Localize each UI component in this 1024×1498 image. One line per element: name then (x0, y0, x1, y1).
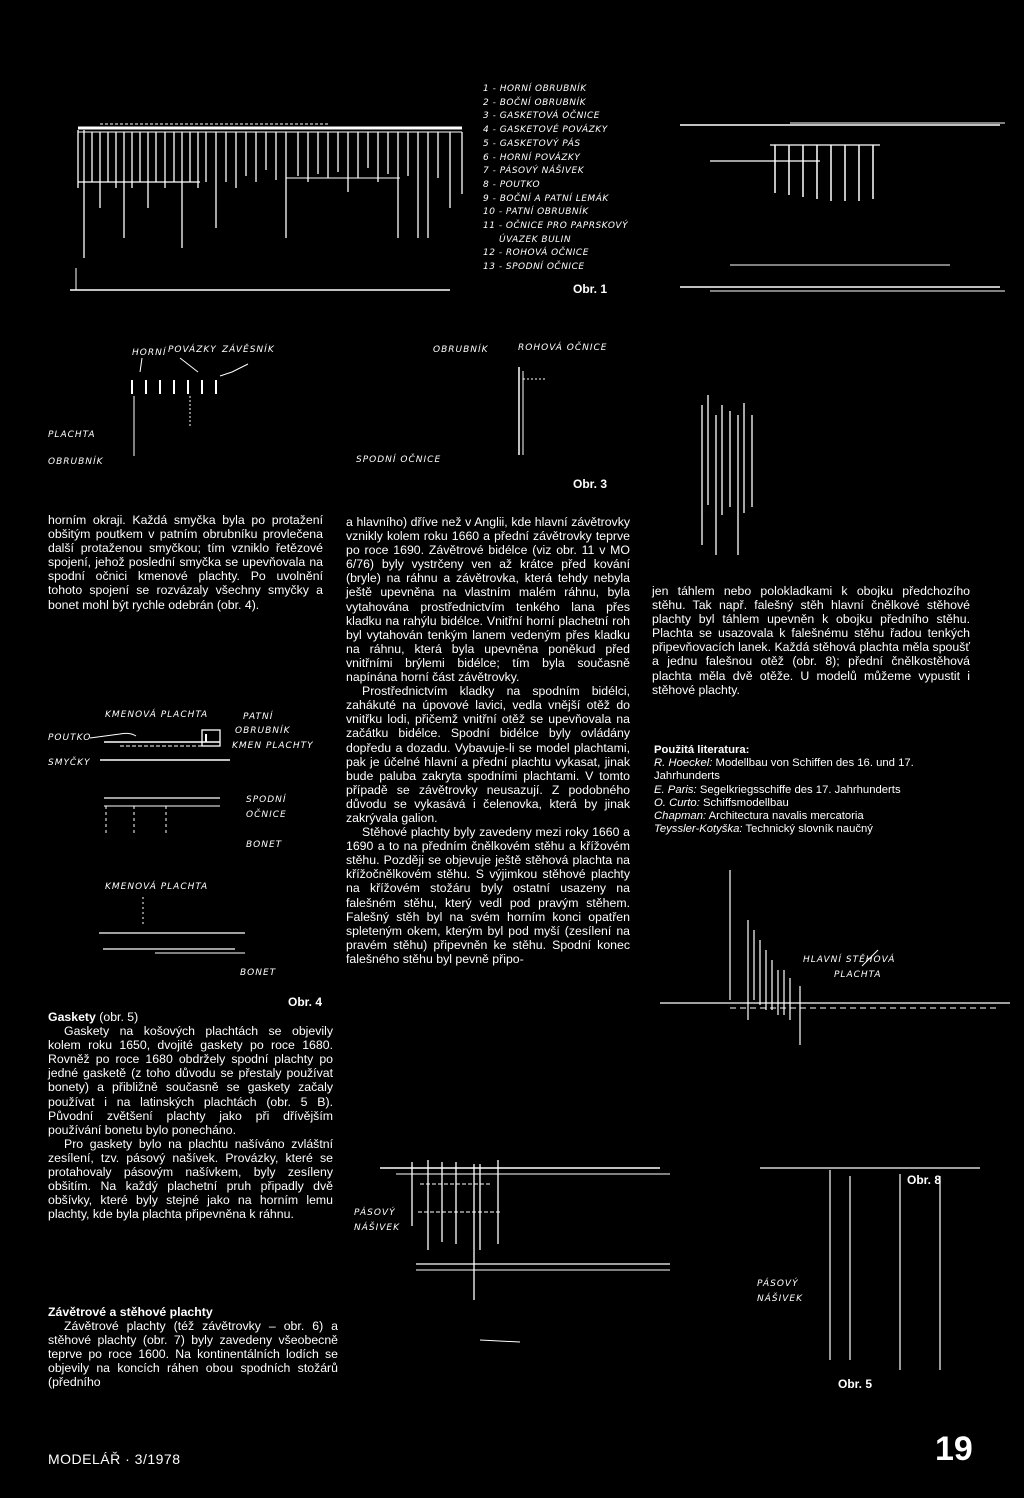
gaskety-heading-ref: (obr. 5) (95, 1010, 139, 1024)
col3-text (652, 584, 970, 697)
col2-text (346, 515, 630, 966)
fig3-label-povazky: POVÁZKY (168, 345, 217, 355)
paragraph: Gaskety na košových plachtách se objevily kolem roku 1650, dvojité gaskety po roce 1680. Rovněž po roce 1680 obdržely spodní plachty po jedné gasketě (z toho důvodu se přestaly používat bonety) a přibližně současně se gaskety začaly používat i na latinských plachtách (obr. 5 B). Původní zvětšení plachty jako při dřívějším používání bonetu bylo ponecháno. (48, 1024, 333, 1137)
fig4-label-kmen: KMEN PLACHTY (232, 741, 314, 751)
paragraph: Pro gaskety bylo na plachtu našíváno zvláštní zesílení, tzv. pásový našívek. Provázky, které se protahovaly pásovým našívkem, byly zesíleny obšitím. Na každý plachetní pruh připadly dvě obšívky, které byly stejné jako na horním lemu plachty, kde byla plachta připevněna k ráhnu. (48, 1136, 333, 1222)
fig8-label-hlavni: HLAVNÍ STĚHOVÁ (803, 955, 896, 965)
paragraph: a hlavního) dříve než v Anglii, kde hlavní závětrovky vznikly kolem roku 1660 a přední závětrovky teprve po roce 1690. Závětrové bidélce (viz obr. 11 v MO 6/76) byly vystrčeny ven až krátce před kování (bryle) na ráhnu a závětrovka, která tehdy nebyla ještě upevněna na vlastním malém ráhnu, byla vytahována prostřednictvím tenkého lana přes kladku na rahýlu bidélce. Vnitřní horní plachetní roh byl vytahován tenkým lanem vedeným přes kladku na ráhnu, která byla upevněna poněkud před vnitřními brýlemi bidélce; tím byla současně napínána horní část závětrovky. (346, 515, 630, 685)
fig4-label-spodni: SPODNÍ (246, 795, 287, 805)
fig4-label-bonet2: BONET (240, 968, 277, 978)
literature-item (654, 784, 954, 797)
fig8-label-plachta: PLACHTA (834, 970, 882, 980)
col1-top-text (48, 513, 323, 612)
fig4-drawing-top (90, 722, 240, 872)
literature-item (654, 797, 954, 810)
literature-item (654, 810, 954, 823)
fig1-legend-item: 1 - HORNÍ OBRUBNÍK (483, 84, 587, 94)
fig1-legend (483, 83, 628, 275)
zavetrove-section (48, 1305, 338, 1390)
fig3-right-drawing (690, 395, 770, 555)
fig4-label-bonet1: BONET (246, 840, 283, 850)
fig5-caption: Obr. 5 (838, 1377, 873, 1391)
fig4-label-smycky: SMYČKY (48, 758, 91, 768)
fig3-label-obrubnik-mid: OBRUBNÍK (433, 345, 489, 355)
literature-author: Teyssler-Kotyška: (654, 823, 743, 836)
literature-heading: Použitá literatura: (654, 744, 750, 756)
literature-title: Architectura navalis mercatoria (706, 810, 864, 823)
fig1-legend-item: 13 - SPODNÍ OČNICE (483, 262, 585, 273)
zavetrove-heading: Závětrové a stěhové plachty (48, 1305, 213, 1319)
literature-title: Schiffsmodellbau (699, 796, 789, 809)
fig4-label-kmenova2: KMENOVÁ PLACHTA (105, 882, 209, 892)
fig1-right-drawing (650, 115, 1010, 300)
fig4-label-poutko: POUTKO (48, 733, 92, 743)
fig1-legend-item: 4 - GASKETOVÉ POVÁZKY (483, 125, 608, 136)
literature-title: Segelkriegsschiffe des 17. Jahrhunderts (696, 783, 901, 796)
fig1-legend-item: 9 - BOČNÍ A PATNÍ LEMÁK (483, 193, 609, 204)
fig1-legend-item: 7 - PÁSOVÝ NÁŠIVEK (483, 166, 585, 177)
fig1-legend-item: ÚVAZEK BULIN (499, 234, 572, 245)
fig1-caption: Obr. 1 (573, 282, 608, 296)
fig5-label-pasovy-left: PÁSOVÝ (354, 1208, 396, 1218)
fig3-label-spodni: SPODNÍ OČNICE (356, 455, 442, 465)
literature-title: Modellbau von Schiffen des 16. und 17. Jahrhunderts (654, 757, 914, 783)
fig4-caption: Obr. 4 (288, 995, 323, 1009)
fig1-legend-item: 10 - PATNÍ OBRUBNÍK (483, 207, 589, 218)
literature-author: Chapman: (654, 810, 707, 823)
literature-author: E. Paris: (654, 783, 697, 796)
paragraph: Stěhové plachty byly zavedeny mezi roky 1660 a 1690 a to na předním čnělkovém stěhu a křížovém stěhu. Později se objevuje ještě stěhová plachta na křížočnělkovém stěhu. S výjimkou stěhové plachty na křížovém stožáru byly ostatní usazeny na falešném stěhu, který vedl pod pravým stěhem. Falešný stěh byl na svém horním konci opatřen spleteným okem, kterým byl pod myší (zesílení na pravém stěhu) připevněn ke stěhu. Spodní konec falešného stěhu byl pevně připo- (346, 825, 630, 966)
fig8-caption: Obr. 8 (907, 1173, 942, 1187)
paragraph: Závětrové plachty (též závětrovky – obr. 6) a stěhové plachty (obr. 7) byly zavedeny všeobecně teprve po roce 1600. Na kontinentálních lodích se objevily na koncích ráhen obou spodních stožárů (předního (48, 1319, 338, 1390)
gaskety-section (48, 1010, 333, 1221)
fig1-legend-item: 2 - BOČNÍ OBRUBNÍK (483, 97, 587, 108)
gaskety-heading: Gaskety (48, 1010, 96, 1024)
fig5-label-pasovy-right: PÁSOVÝ (757, 1279, 799, 1289)
fig4-label-kmenova1: KMENOVÁ PLACHTA (105, 710, 209, 720)
literature-item (654, 823, 954, 836)
fig1-legend-item: 12 - ROHOVÁ OČNICE (483, 248, 589, 259)
fig4-drawing-bottom (95, 895, 255, 975)
paragraph: Prostřednictvím kladky na spodním bidélci, zahákuté na úpovové lavici, vedla vnější otěž do vnitřku lodi, přičemž vnitřní otěž se upevňovala na začátku bidélce. Spodní bidélce byly ovládány dopředu a dozadu. Vybavuje-li se model plachtami, pak je účelné hlavní a přední plachtu vykasat, jinak bude paluba zakryta spodními plachtami. V tomto případě se závětrovky neusazují. Z podobného důvodu se vykasává i čelenovka, která by jinak zakrývala galion. (346, 684, 630, 825)
footer-page-number: 19 (935, 1430, 973, 1468)
fig1-legend-item: 6 - HORNÍ POVÁZKY (483, 152, 581, 163)
fig1-legend-item: 3 - GASKETOVÁ OČNICE (483, 111, 600, 122)
fig1-left-drawing (70, 118, 470, 293)
fig3-label-rohova: ROHOVÁ OČNICE (518, 343, 608, 353)
fig3-mid-drawing (505, 365, 565, 465)
literature-title: Technický slovník naučný (742, 823, 873, 836)
fig3-caption: Obr. 3 (573, 477, 608, 491)
fig4-label-obrubnik: OBRUBNÍK (235, 726, 291, 736)
literature-author: R. Hoeckel: (654, 757, 713, 770)
fig3-label-zavesnik: ZÁVĚSNÍK (222, 345, 275, 355)
fig4-label-ocnice: OČNICE (246, 810, 287, 820)
fig5-label-nasivek-left: NÁŠIVEK (354, 1223, 401, 1233)
fig4-label-patni: PATNÍ (243, 712, 274, 722)
fig3-label-plachta: PLACHTA (48, 430, 96, 440)
fig5-label-nasivek-right: NÁŠIVEK (757, 1294, 804, 1304)
paragraph: jen táhlem nebo polokladkami k obojku předchozího stěhu. Tak např. falešný stěh hlavní čnělkové stěhové plachty byl táhlem upevněn k obojku předního stěhu. Plachta se usazovala k falešnému stěhu řadou tenkých připevňovacích lanek. Každá stěhová plachta měla spoušť a jednu falešnou otěž (obr. 8); přední čnělkostěhová plachta měla dvě otěže. U modelů můžeme vypustit i stěhové plachty. (652, 584, 970, 697)
paragraph: horním okraji. Každá smyčka byla po protažení obšitým poutkem v patním obrubníku provlečena další protaženou smyčkou; tím vzniklo řetězové spojení, jehož poslední smyčka se upevňovala na spodní očnici kmenové plachty. Po uvolnění tohoto spojení se rozvázaly všechny smyčky a bonet mohl být rychle odebrán (obr. 4). (48, 513, 323, 612)
fig1-legend-item: 11 - OČNICE PRO PAPRSKOVÝ (483, 221, 629, 232)
gaskety-heading-line (48, 1010, 333, 1024)
fig3-left-drawing (120, 356, 300, 466)
fig8-drawing (640, 870, 1020, 1060)
fig3-label-horni: HORNÍ (132, 348, 167, 358)
fig1-legend-item: 5 - GASKETOVÝ PÁS (483, 138, 581, 149)
fig1-legend-item: 8 - POUTKO (483, 179, 541, 190)
literature-author: O. Curto: (654, 796, 700, 809)
literature (654, 744, 954, 836)
fig5-drawing (380, 1160, 1000, 1390)
footer-magazine: MODELÁŘ · 3/1978 (48, 1451, 181, 1467)
fig3-label-obrubnik-left: OBRUBNÍK (48, 457, 104, 467)
literature-item (654, 757, 954, 783)
